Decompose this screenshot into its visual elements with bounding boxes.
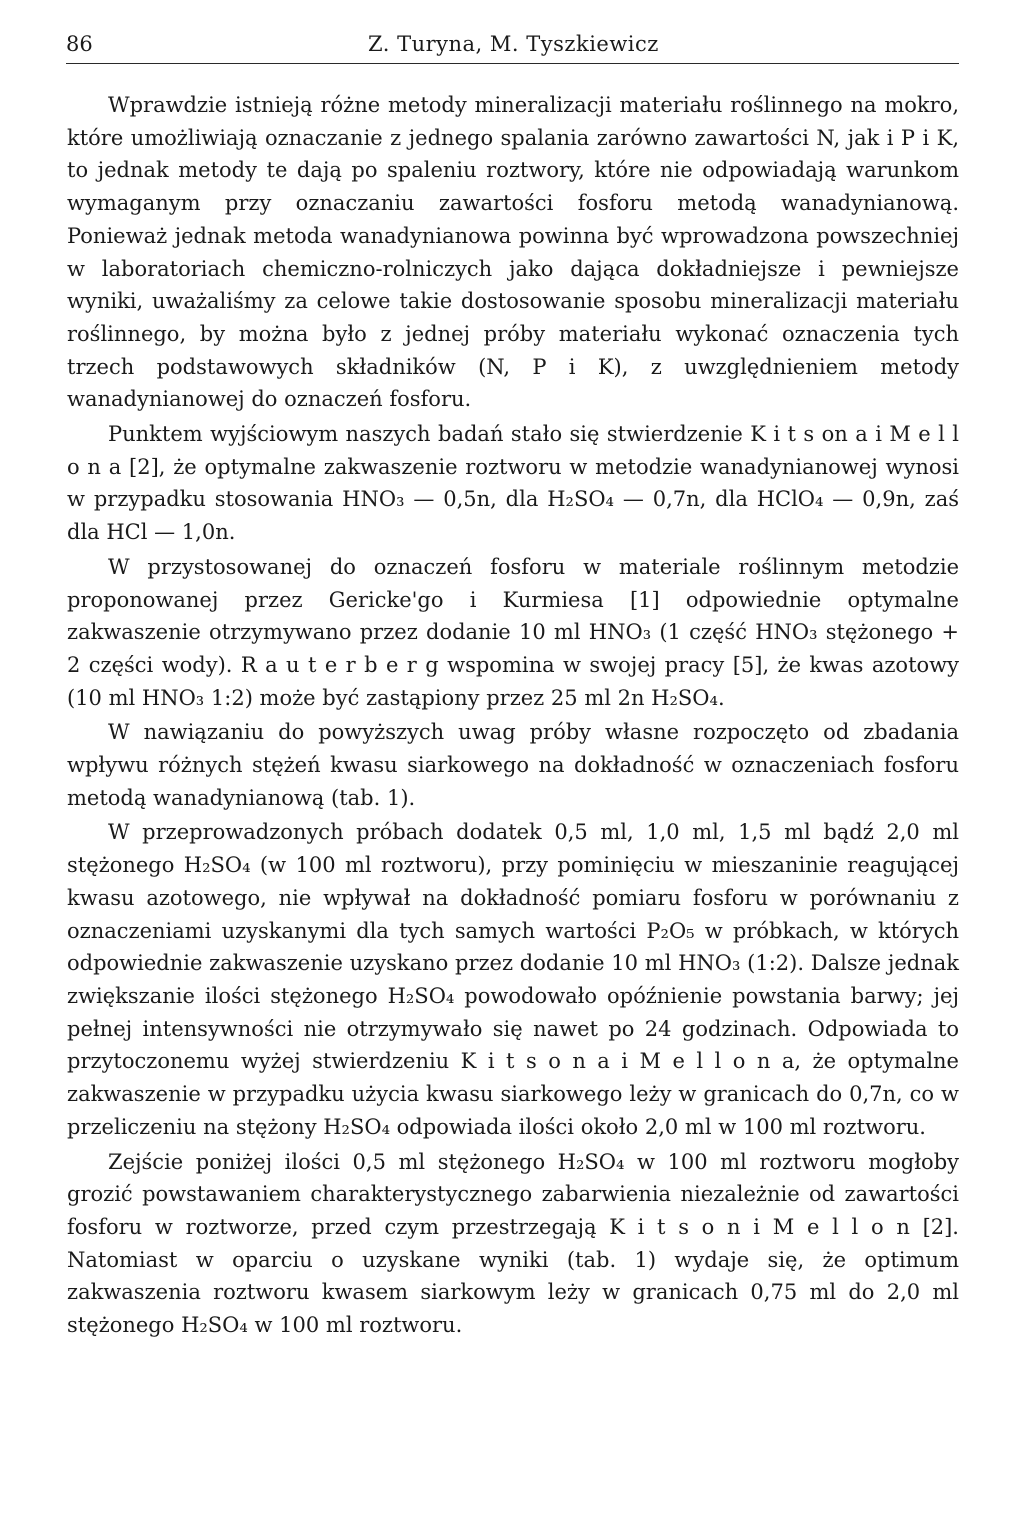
paragraph: W przeprowadzonych próbach dodatek 0,5 ml, 1,0 ml, 1,5 ml bądź 2,0 ml stężonego H₂SO₄ (w 100 ml roztworu), przy pominięciu w mieszaninie reagującej kwasu azotowego, nie wpływał na dokładność pomiaru fosforu w porównaniu z oznaczeniami uzyskanymi dla tych samych wartości P₂O₅ w próbkach, w których odpowiednie zakwaszenie uzyskano przez dodanie 10 ml HNO₃ (1:2). Dalsze jednak zwiększanie ilości stężonego H₂SO₄ powodowało opóźnienie powstania barwy; jej pełnej intensywności nie otrzymywało się nawet po 24 godzinach. Odpowiada to przytoczonemu wyżej stwierdzeniu K i t s o n a i M e l l o n a, że optymalne zakwaszenie w przypadku użycia kwasu siarkowego leży w granicach do 0,7n, co w przeliczeniu na stężony H₂SO₄ odpowiada ilości około 2,0 ml w 100 ml roztworu. bbox=[67, 820, 959, 1139]
header-rule bbox=[66, 63, 959, 64]
header-authors: Z. Turyna, M. Tyszkiewicz bbox=[368, 32, 659, 56]
page-number: 86 bbox=[66, 32, 93, 56]
paragraph: W nawiązaniu do powyższych uwag próby własne rozpoczęto od zbadania wpływu różnych stężeń kwasu siarkowego na dokładność w oznaczeniach fosforu metodą wanadynianową (tab. 1). bbox=[67, 720, 959, 810]
paragraph: Punktem wyjściowym naszych badań stało się stwierdzenie K i t s on a i M e l l o n a [2], że optymalne zakwaszenie roztworu w metodzie wanadynianowej wynosi w przypadku stosowania HNO₃ — 0,5n, dla H₂SO₄ — 0,7n, dla HClO₄ — 0,9n, zaś dla HCl — 1,0n. bbox=[67, 422, 959, 545]
paragraph: Zejście poniżej ilości 0,5 ml stężonego H₂SO₄ w 100 ml roztworu mogłoby grozić powstawaniem charakterystycznego zabarwienia niezależnie od zawartości fosforu w roztworze, przed czym przestrzegają K i t s o n i M e l l o n [2]. Natomiast w oparciu o uzyskane wyniki (tab. 1) wydaje się, że optimum zakwaszenia roztworu kwasem siarkowym leży w granicach 0,75 ml do 2,0 ml stężonego H₂SO₄ w 100 ml roztworu. bbox=[67, 1149, 959, 1338]
body-text bbox=[67, 89, 959, 1342]
running-header bbox=[66, 29, 959, 59]
paragraph: Wprawdzie istnieją różne metody mineralizacji materiału roślinnego na mokro, które umożliwiają oznaczanie z jednego spalania zarówno zawartości N, jak i P i K, to jednak metody te dają po spaleniu roztwory, które nie odpowiadają warunkom wymaganym przy oznaczaniu zawartości fosforu metodą wanadynianową. Ponieważ jednak metoda wanadynianowa powinna być wprowadzona powszechniej w laboratoriach chemiczno-rolniczych jako dająca dokładniejsze i pewniejsze wyniki, uważaliśmy za celowe takie dostosowanie sposobu mineralizacji materiału roślinnego, by można było z jednej próby materiału wykonać oznaczenia tych trzech podstawowych składników (N, P i K), z uwzględnieniem metody wanadynianowej do oznaczeń fosforu. bbox=[67, 93, 959, 412]
paragraph: W przystosowanej do oznaczeń fosforu w materiale roślinnym metodzie proponowanej przez Gericke'go i Kurmiesa [1] odpowiednie optymalne zakwaszenie otrzymywano przez dodanie 10 ml HNO₃ (1 część HNO₃ stężonego + 2 części wody). R a u t e r b e r g wspomina w swojej pracy [5], że kwas azotowy (10 ml HNO₃ 1:2) może być zastąpiony przez 25 ml 2n H₂SO₄. bbox=[67, 554, 959, 710]
